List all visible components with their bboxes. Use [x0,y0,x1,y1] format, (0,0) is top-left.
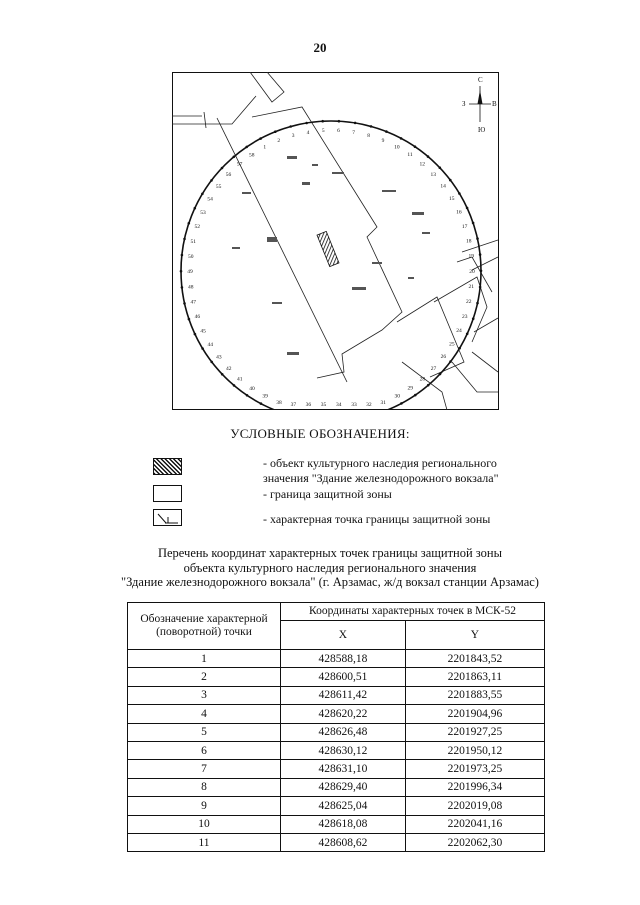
boundary-point-marker [305,122,308,125]
boundary-point-label: 25 [449,341,455,348]
table-row [128,668,545,686]
boundary-point-label: 42 [226,366,232,373]
boundary-point-marker [210,179,213,182]
table-row [128,686,545,704]
boundary-point-marker [201,347,204,350]
table-row [128,778,545,796]
page-number: 20 [313,40,327,55]
list-title-line-3: "Здание железнодорожного вокзала" (г. Арзамас, ж/д вокзал станции Арзамас) [121,575,539,589]
coord-y-cell: 2201927,25 [405,723,544,741]
boundary-point-marker [188,222,191,225]
boundary-point-marker [246,394,249,397]
boundary-point-marker [194,207,197,210]
table-row [128,705,545,723]
boundary-point-marker [245,146,248,149]
point-number-cell: 10 [128,815,281,833]
boundary-point-marker [183,238,186,241]
boundary-point-marker [354,122,357,125]
boundary-point-marker [449,179,452,182]
boundary-point-label: 33 [351,402,357,408]
boundary-point-label: 29 [407,385,414,392]
boundary-point-marker [233,384,236,387]
point-number-cell: 6 [128,741,281,759]
legend-item-heritage: - объект культурного наследия регионального значения "Здание железнодорожного вокзала" [263,456,499,485]
boundary-point-label: 21 [468,284,474,291]
boundary-point-marker [321,120,324,123]
boundary-point-marker [472,222,475,225]
coord-x-cell: 428608,62 [281,833,406,851]
boundary-point-marker [414,145,417,148]
boundary-point-marker [458,347,461,350]
boundary-point-marker [221,373,224,376]
boundary-point-marker [427,384,430,387]
list-title-line-1: Перечень координат характерных точек границы защитной зоны [157,546,503,560]
boundary-point-marker [180,270,183,273]
boundary-point-label: 11 [407,152,413,159]
compass-east: В [492,100,497,108]
coordinates-table-body [128,650,545,852]
boundary-point-label: 18 [465,238,472,245]
boundary-point-marker [260,402,263,405]
point-number-cell: 9 [128,797,281,815]
boundary-point-label: 39 [262,393,268,400]
boundary-point-marker [289,125,292,128]
boundary-point-label: 48 [188,284,194,291]
boundary-point-marker [210,361,213,364]
boundary-point-label: 45 [200,328,206,335]
boundary-point-label: 57 [236,161,243,168]
boundary-point-label: 6 [337,128,340,135]
coord-x-cell: 428600,51 [281,668,406,686]
table-row [128,833,545,851]
coord-x-cell: 428626,48 [281,723,406,741]
point-number-cell: 7 [128,760,281,778]
point-number-cell: 1 [128,650,281,668]
boundary-point-label: 32 [366,402,372,408]
boundary-point-marker [458,192,461,195]
header-coordinates: Координаты характерных точек в МСК-52 [281,603,545,621]
boundary-point-marker [183,302,186,305]
boundary-point-label: 40 [249,385,255,392]
boundary-point-label: 46 [194,314,201,321]
boundary-point-label: 37 [290,402,297,408]
boundary-point-label: 38 [276,400,282,406]
boundary-point-marker [194,333,197,336]
boundary-point-marker [476,237,479,240]
boundary-point-marker [370,125,373,128]
boundary-point-label: 15 [448,196,455,203]
boundary-point-label: 22 [465,299,472,306]
coord-y-cell: 2202041,16 [405,815,544,833]
boundary-point-marker [476,302,479,305]
point-number-cell: 3 [128,686,281,704]
boundary-point-label: 3 [291,133,295,140]
boundary-point-label: 20 [469,268,475,275]
point-number-cell: 11 [128,833,281,851]
boundary-point-label: 54 [207,196,213,203]
site-map [172,72,499,410]
legend-item-point: - характерная точка границы защитной зоны [263,512,491,526]
boundary-point-marker [480,270,483,273]
boundary-point-label: 50 [188,253,194,260]
table-row [128,815,545,833]
boundary-point-marker [385,130,388,133]
boundary-point-label: 4 [306,129,310,136]
boundary-point-label: 7 [352,129,355,136]
boundary-point-marker [181,254,184,257]
compass-north: С [478,76,483,84]
point-marker-icon [154,510,183,527]
point-number-cell: 8 [128,778,281,796]
boundary-point-marker [466,207,469,210]
coord-x-cell: 428630,12 [281,741,406,759]
boundary-point-label: 2 [277,138,281,145]
boundary-point-marker [439,373,442,376]
coord-x-cell: 428625,04 [281,797,406,815]
boundary-point-label: 19 [468,253,474,260]
legend-title: УСЛОВНЫЕ ОБОЗНАЧЕНИЯ: [230,426,410,441]
coordinates-table [127,602,545,852]
coord-y-cell: 2202019,08 [405,797,544,815]
boundary-point-label: 49 [187,269,193,276]
boundary-point-label: 27 [430,365,437,372]
boundary-point-label: 31 [380,399,387,406]
table-row [128,797,545,815]
boundary-point-label: 5 [321,128,325,135]
legend-hatch-symbol [153,458,182,475]
boundary-point-label: 23 [461,313,468,320]
boundary-point-label: 28 [419,376,426,383]
coord-x-cell: 428618,08 [281,815,406,833]
coord-y-cell: 2201950,12 [405,741,544,759]
boundary-point-label: 1 [263,144,267,151]
boundary-point-label: 24 [456,328,462,335]
coord-x-cell: 428629,40 [281,778,406,796]
boundary-point-label: 34 [336,402,342,408]
boundary-point-label: 51 [190,238,197,245]
boundary-point-label: 47 [190,299,197,306]
boundary-point-marker [188,318,191,321]
table-row [128,760,545,778]
coord-y-cell: 2202062,30 [405,833,544,851]
coord-x-cell: 428611,42 [281,686,406,704]
boundary-point-marker [274,130,277,133]
boundary-point-label: 14 [440,183,446,190]
header-point-designation: Обозначение характерной (поворотной) точки [128,603,281,650]
boundary-point-label: 56 [225,172,232,179]
boundary-point-label: 36 [305,402,312,408]
boundary-point-marker [201,193,204,196]
legend-point-symbol [153,509,182,526]
point-number-cell: 4 [128,705,281,723]
boundary-point-marker [472,317,475,320]
boundary-point-marker [479,253,482,256]
boundary-point-label: 30 [394,393,400,400]
legend-boundary-symbol [153,485,182,502]
boundary-point-marker [233,156,236,159]
boundary-point-label: 44 [207,341,214,348]
coord-y-cell: 2201973,25 [405,760,544,778]
boundary-point-marker [449,360,452,363]
coord-y-cell: 2201883,55 [405,686,544,704]
boundary-point-label: 9 [381,138,385,144]
table-row [128,650,545,668]
boundary-point-marker [221,167,224,170]
boundary-point-label: 26 [440,354,447,361]
boundary-point-marker [400,402,403,405]
boundary-point-label: 35 [320,402,327,408]
header-y: Y [405,621,544,650]
boundary-point-marker [439,166,442,169]
coord-x-cell: 428631,10 [281,760,406,778]
compass-west: З [462,100,466,108]
boundary-point-label: 43 [216,354,222,361]
boundary-point-marker [400,137,403,140]
legend-item-boundary: - граница защитной зоны [263,487,392,501]
boundary-point-marker [259,137,262,140]
boundary-point-marker [338,120,341,123]
boundary-point-marker [414,394,417,397]
coord-x-cell: 428620,22 [281,705,406,723]
boundary-point-label: 55 [215,183,222,190]
boundary-point-label: 17 [461,223,468,230]
coord-y-cell: 2201843,52 [405,650,544,668]
boundary-point-marker [466,333,469,336]
coord-y-cell: 2201863,11 [405,668,544,686]
boundary-point-marker [181,286,184,289]
boundary-point-label: 58 [248,152,255,159]
point-number-cell: 5 [128,723,281,741]
boundary-point-label: 41 [237,376,243,383]
coord-x-cell: 428588,18 [281,650,406,668]
boundary-point-marker [479,286,482,289]
table-row [128,723,545,741]
coord-y-cell: 2201904,96 [405,705,544,723]
boundary-point-label: 10 [394,144,400,151]
point-number-cell: 2 [128,668,281,686]
boundary-point-label: 53 [200,209,206,216]
table-row [128,741,545,759]
list-title-line-2: объекта культурного наследия регионального значения [183,560,477,575]
header-x: X [281,621,406,650]
boundary-point-marker [427,155,430,158]
coord-y-cell: 2201996,34 [405,778,544,796]
boundary-point-label: 8 [367,133,370,140]
boundary-point-label: 16 [456,209,462,216]
coordinates-list-title [100,546,560,590]
boundary-point-label: 12 [419,161,425,168]
boundary-point-label: 13 [430,171,436,178]
compass-south: Ю [478,126,486,134]
boundary-point-label: 52 [194,224,201,231]
